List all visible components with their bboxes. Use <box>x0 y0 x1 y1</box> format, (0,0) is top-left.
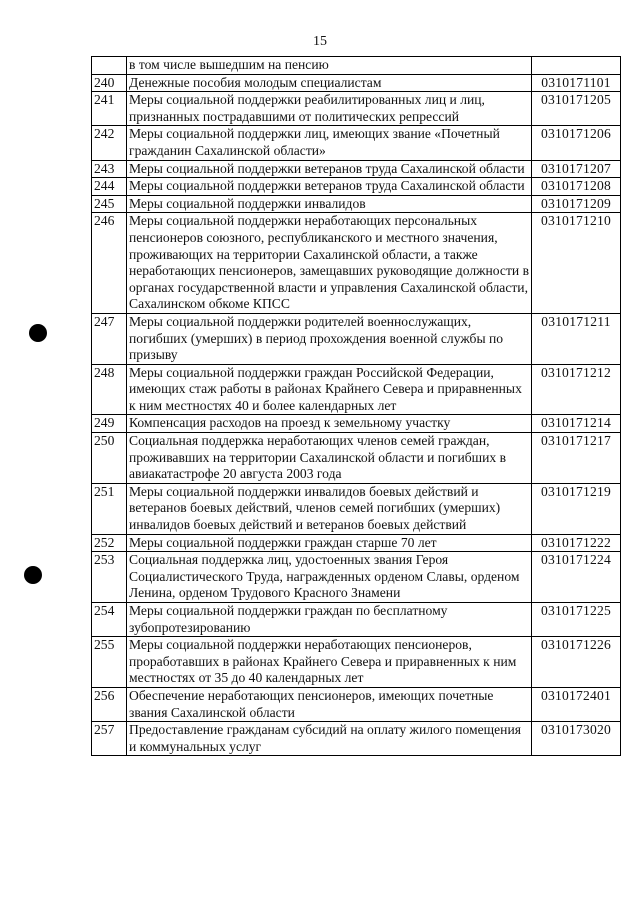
table-row <box>92 178 621 196</box>
row-code: 0310171211 <box>532 313 621 364</box>
table-row <box>92 483 621 534</box>
row-description: Меры социальной поддержки инвалидов <box>127 195 532 213</box>
row-code: 0310173020 <box>532 722 621 756</box>
row-number: 252 <box>92 534 127 552</box>
table-row <box>92 433 621 484</box>
row-description: Меры социальной поддержки неработающих пенсионеров, проработавших в районах Крайнего Севера и приравненных к ним местностях от 35 до 40 календарных лет <box>127 637 532 688</box>
row-code: 0310171212 <box>532 364 621 415</box>
row-description: в том числе вышедшим на пенсию <box>127 57 532 75</box>
row-number: 242 <box>92 126 127 160</box>
row-number: 248 <box>92 364 127 415</box>
table-row <box>92 415 621 433</box>
row-description: Меры социальной поддержки родителей военнослужащих, погибших (умерших) в период прохождения военной службы по призыву <box>127 313 532 364</box>
row-code: 0310172401 <box>532 687 621 721</box>
row-number: 257 <box>92 722 127 756</box>
row-code: 0310171101 <box>532 74 621 92</box>
row-description: Меры социальной поддержки инвалидов боевых действий и ветеранов боевых действий, членов семей погибших (умерших) инвалидов боевых действий и ветеранов боевых действий <box>127 483 532 534</box>
table-row <box>92 552 621 603</box>
row-code: 0310171208 <box>532 178 621 196</box>
row-description: Обеспечение неработающих пенсионеров, имеющих почетные звания Сахалинской области <box>127 687 532 721</box>
table-row <box>92 313 621 364</box>
row-description: Меры социальной поддержки граждан по бесплатному зубопротезированию <box>127 603 532 637</box>
row-description: Меры социальной поддержки ветеранов труда Сахалинской области <box>127 178 532 196</box>
table-row <box>92 687 621 721</box>
row-code: 0310171224 <box>532 552 621 603</box>
row-number: 240 <box>92 74 127 92</box>
row-code: 0310171205 <box>532 92 621 126</box>
table-row <box>92 126 621 160</box>
row-number: 255 <box>92 637 127 688</box>
row-code: 0310171226 <box>532 637 621 688</box>
row-code: 0310171217 <box>532 433 621 484</box>
table-row <box>92 603 621 637</box>
table-row <box>92 160 621 178</box>
row-number: 251 <box>92 483 127 534</box>
table-row <box>92 213 621 314</box>
row-number: 247 <box>92 313 127 364</box>
row-description: Меры социальной поддержки лиц, имеющих звание «Почетный гражданин Сахалинской области» <box>127 126 532 160</box>
row-number: 246 <box>92 213 127 314</box>
row-number: 256 <box>92 687 127 721</box>
punch-hole <box>29 324 47 342</box>
row-description: Социальная поддержка неработающих членов семей граждан, проживавших на территории Сахалинской области и погибших в авиакатастрофе 20 августа 2003 года <box>127 433 532 484</box>
row-code: 0310171207 <box>532 160 621 178</box>
row-description: Меры социальной поддержки ветеранов труда Сахалинской области <box>127 160 532 178</box>
row-code: 0310171209 <box>532 195 621 213</box>
row-number: 245 <box>92 195 127 213</box>
table-row <box>92 722 621 756</box>
table-row <box>92 364 621 415</box>
table-row <box>92 57 621 75</box>
row-number: 249 <box>92 415 127 433</box>
table-row <box>92 92 621 126</box>
row-description: Меры социальной поддержки граждан старше 70 лет <box>127 534 532 552</box>
page-number: 15 <box>313 34 327 49</box>
row-code <box>532 57 621 75</box>
row-number: 244 <box>92 178 127 196</box>
budget-classification-table <box>91 56 621 756</box>
row-description: Меры социальной поддержки граждан Российской Федерации, имеющих стаж работы в районах Крайнего Севера и приравненных к ним местностях 40 и более календарных лет <box>127 364 532 415</box>
row-code: 0310171225 <box>532 603 621 637</box>
row-description: Денежные пособия молодым специалистам <box>127 74 532 92</box>
table-row <box>92 534 621 552</box>
row-number <box>92 57 127 75</box>
row-number: 243 <box>92 160 127 178</box>
row-description: Предоставление гражданам субсидий на оплату жилого помещения и коммунальных услуг <box>127 722 532 756</box>
table-row <box>92 637 621 688</box>
row-description: Компенсация расходов на проезд к земельному участку <box>127 415 532 433</box>
row-description: Меры социальной поддержки неработающих персональных пенсионеров союзного, республиканского и местного значения, проживающих на территории Сахалинской области, а также неработающих пенсионеров, замещавших руководящие должности в органах государственной власти и управления Сахалинской области, Сахалинском обкоме КПСС <box>127 213 532 314</box>
row-code: 0310171214 <box>532 415 621 433</box>
table-row <box>92 195 621 213</box>
row-description: Социальная поддержка лиц, удостоенных звания Героя Социалистического Труда, награжденных орденом Славы, орденом Ленина, орденом Трудового Красного Знамени <box>127 552 532 603</box>
row-description: Меры социальной поддержки реабилитированных лиц и лиц, признанных пострадавшими от политических репрессий <box>127 92 532 126</box>
table-row <box>92 74 621 92</box>
row-code: 0310171219 <box>532 483 621 534</box>
row-number: 254 <box>92 603 127 637</box>
row-code: 0310171222 <box>532 534 621 552</box>
row-number: 253 <box>92 552 127 603</box>
punch-hole <box>24 566 42 584</box>
row-number: 241 <box>92 92 127 126</box>
row-code: 0310171210 <box>532 213 621 314</box>
row-code: 0310171206 <box>532 126 621 160</box>
row-number: 250 <box>92 433 127 484</box>
